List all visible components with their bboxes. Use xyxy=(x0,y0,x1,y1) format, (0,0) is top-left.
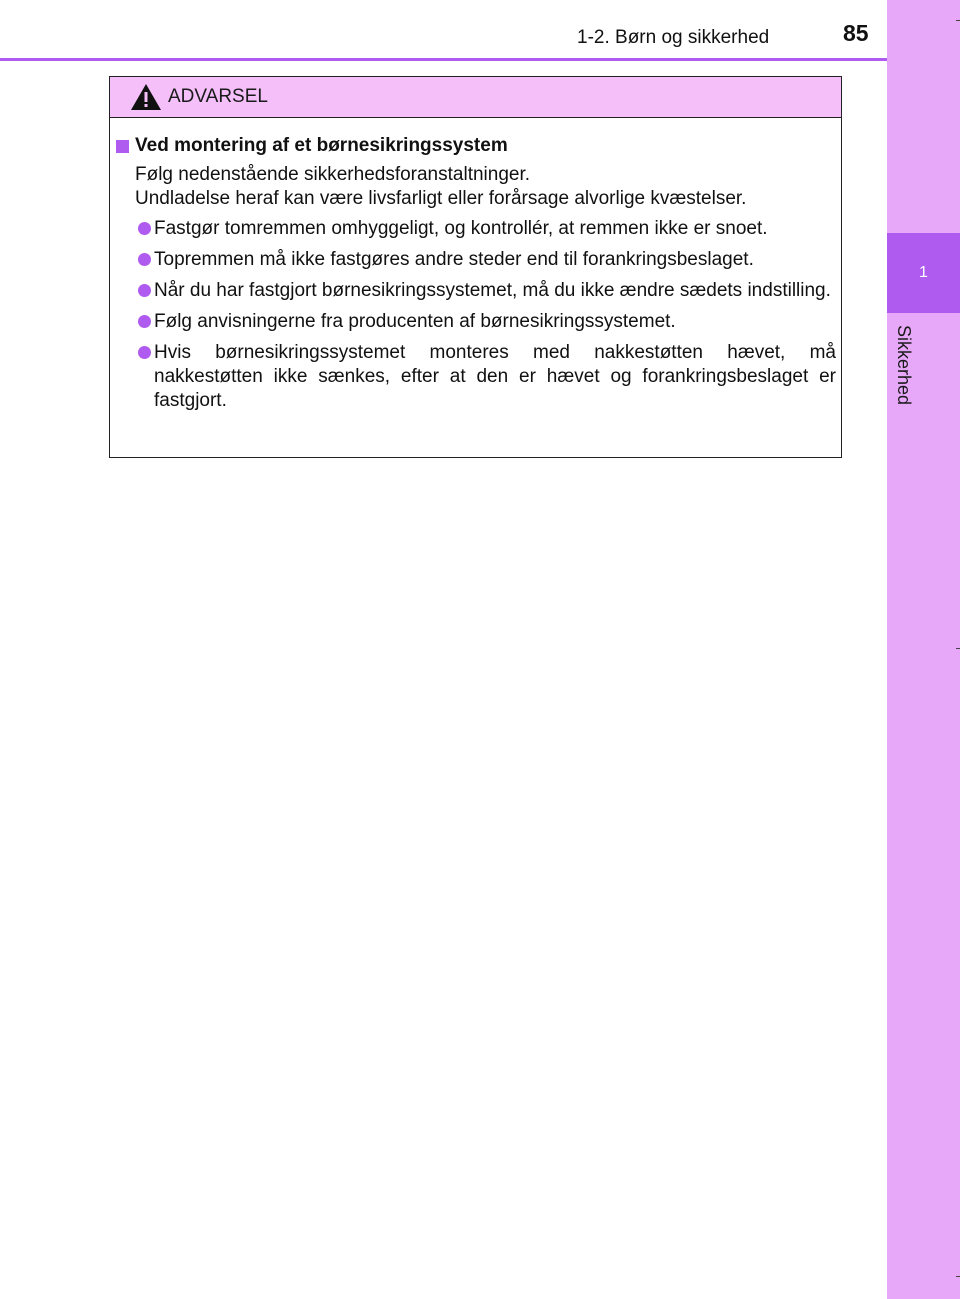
list-item-text: Når du har fastgjort børnesikringssystemet, må du ikke ændre sædets indstilling. xyxy=(154,280,831,301)
crop-mark xyxy=(956,648,960,649)
list-item-text: Hvis børnesikringssystemet monteres med nakkestøtten hævet, må nakkestøtten ikke sænkes, efter at den er hævet og forankringsbeslaget er fastgjort. xyxy=(154,342,836,411)
warning-bullet-list xyxy=(138,217,836,420)
round-bullet-icon xyxy=(138,315,151,328)
list-item-text: Følg anvisningerne fra producenten af børnesikringssystemet. xyxy=(154,311,676,332)
round-bullet-icon xyxy=(138,222,151,235)
list-item xyxy=(138,341,836,413)
intro-line: Følg nedenstående sikkerhedsforanstaltninger. xyxy=(135,164,531,185)
warning-header xyxy=(110,77,841,118)
round-bullet-icon xyxy=(138,346,151,359)
list-item xyxy=(138,279,836,303)
square-bullet-icon xyxy=(116,140,129,153)
chapter-number: 1 xyxy=(919,264,928,281)
round-bullet-icon xyxy=(138,253,151,266)
chapter-number-tab xyxy=(887,233,960,313)
round-bullet-icon xyxy=(138,284,151,297)
side-tab xyxy=(887,0,960,1299)
list-item-text: Fastgør tomremmen omhyggeligt, og kontrollér, at remmen ikke er snoet. xyxy=(154,218,768,239)
page-number: 85 xyxy=(843,20,869,46)
warning-intro xyxy=(135,163,835,211)
warning-box xyxy=(109,76,842,458)
warning-triangle-icon xyxy=(130,83,162,111)
intro-line: Undladelse heraf kan være livsfarligt eller forårsage alvorlige kvæstelser. xyxy=(135,188,747,209)
list-item xyxy=(138,310,836,334)
chapter-label: Sikkerhed xyxy=(894,325,914,406)
page-header-title: 1-2. Børn og sikkerhed xyxy=(577,27,770,48)
crop-mark xyxy=(956,20,960,21)
list-item-text: Topremmen må ikke fastgøres andre steder end til forankringsbeslaget. xyxy=(154,249,754,270)
list-item xyxy=(138,217,836,241)
header-divider xyxy=(0,58,887,61)
crop-mark xyxy=(956,1276,960,1277)
warning-label: ADVARSEL xyxy=(168,86,268,107)
section-heading xyxy=(116,135,508,157)
section-heading-text: Ved montering af et børnesikringssystem xyxy=(135,135,508,156)
list-item xyxy=(138,248,836,272)
